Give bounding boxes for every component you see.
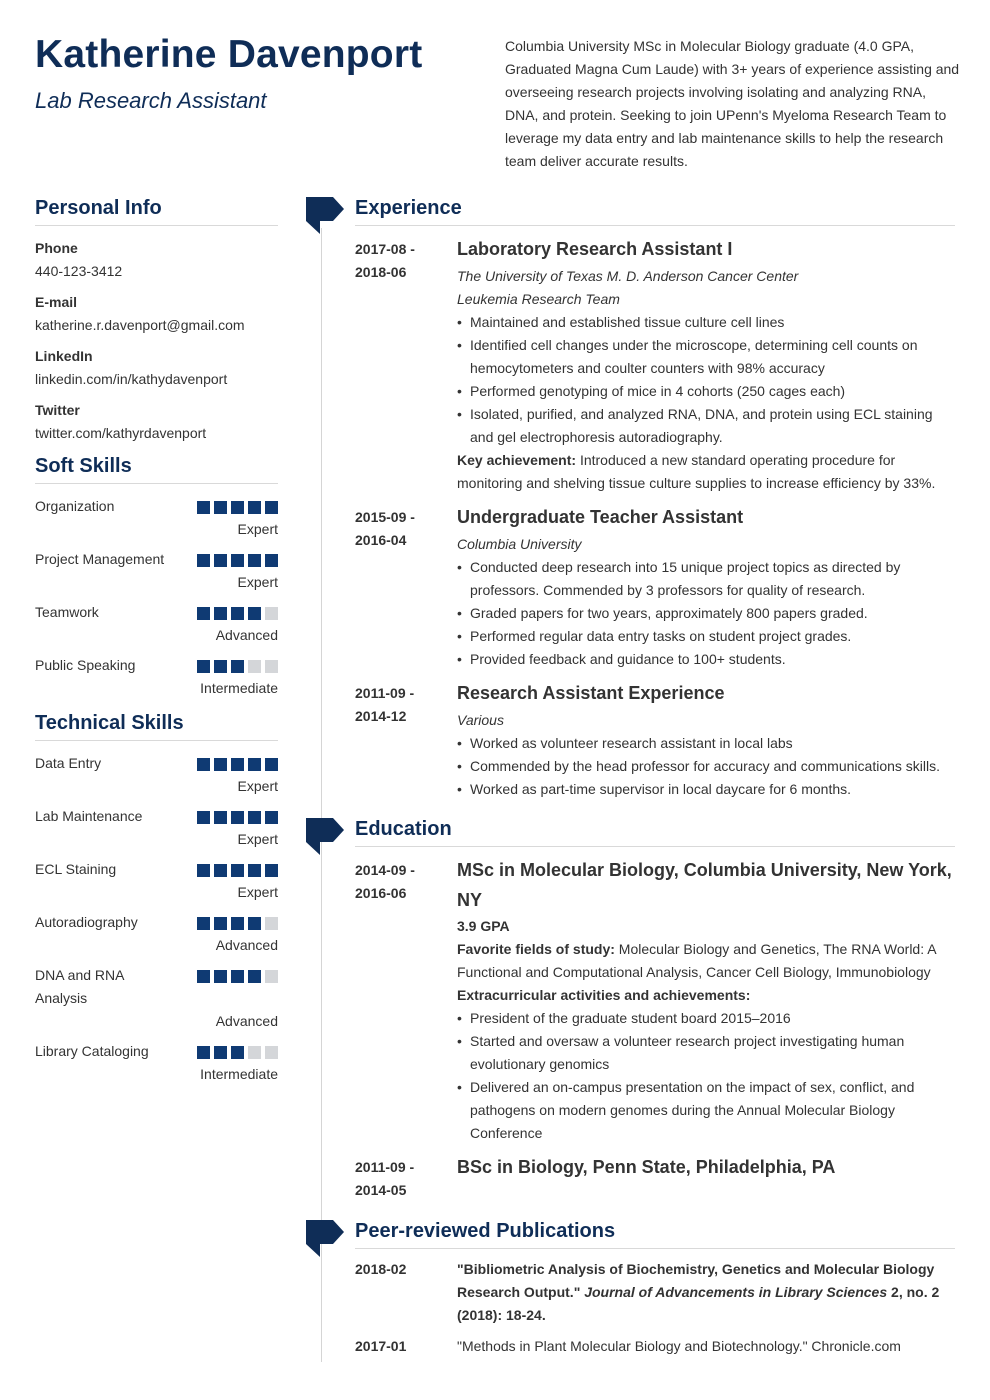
job-team: Leukemia Research Team xyxy=(457,291,620,307)
job-entry xyxy=(355,506,955,671)
publication-entry xyxy=(355,1335,955,1358)
job-bullets xyxy=(457,556,955,671)
rating-square xyxy=(197,1046,210,1059)
rating-square xyxy=(197,864,210,877)
skill-level: Advanced xyxy=(215,937,278,953)
skill-name: Data Entry xyxy=(35,755,102,771)
degree-entry xyxy=(355,1156,955,1202)
skill-row xyxy=(35,654,278,677)
degree-bullets xyxy=(457,1007,955,1145)
fields-text: Molecular Biology and Genetics, The RNA World: A Functional and Computational Analysis, Cancer Cell Biology, Immunobiology xyxy=(457,941,936,980)
publication-details: 2, no. 2 (2018): 18-24. xyxy=(457,1284,940,1323)
job-organization: The University of Texas M. D. Anderson Cancer Center xyxy=(457,268,799,284)
rating-square xyxy=(265,917,278,930)
publication-date: 2018-02 xyxy=(355,1261,407,1277)
twitter-value: twitter.com/kathyrdavenport xyxy=(35,425,207,441)
phone-value: 440-123-3412 xyxy=(35,263,123,279)
rating-square xyxy=(214,970,227,983)
degree-dates xyxy=(355,1156,457,1202)
rating-square xyxy=(214,811,227,824)
phone-block xyxy=(35,237,278,283)
rating-square xyxy=(214,758,227,771)
job-title: Undergraduate Teacher Assistant xyxy=(457,507,744,527)
skill-rating xyxy=(193,864,278,877)
job-start-date: 2017-08 - xyxy=(355,241,415,257)
skill-name: Public Speaking xyxy=(35,657,136,673)
job-bullets xyxy=(457,311,955,449)
rating-square xyxy=(265,607,278,620)
skill-level: Expert xyxy=(237,521,278,537)
key-achievement xyxy=(457,449,955,495)
rating-square xyxy=(214,1046,227,1059)
rating-square xyxy=(248,811,261,824)
skill-level: Expert xyxy=(237,778,278,794)
job-start-date: 2011-09 - xyxy=(355,685,415,701)
list-item: • Conducted deep research into 15 unique project topics as directed by professors. Commended by 3 professors for quality of research. xyxy=(457,556,955,602)
soft-skills-list xyxy=(35,495,278,700)
gpa: 3.9 GPA xyxy=(457,918,510,934)
publication-entry xyxy=(355,1258,955,1327)
skill-rating xyxy=(193,501,278,514)
skill-rating xyxy=(193,970,278,983)
rating-square xyxy=(231,970,244,983)
skill-item xyxy=(35,911,278,957)
rating-square xyxy=(265,1046,278,1059)
skill-rating xyxy=(193,554,278,567)
rating-square xyxy=(248,917,261,930)
rating-square xyxy=(265,970,278,983)
degree-entry xyxy=(355,859,955,1145)
list-item: • Delivered an on-campus presentation on the impact of sex, conflict, and pathogens on modern genomes during the Annual Molecular Biology Conference xyxy=(457,1076,955,1145)
degree-details xyxy=(457,859,955,1145)
rating-square xyxy=(214,660,227,673)
skill-row xyxy=(35,805,278,828)
list-item: • Maintained and established tissue culture cell lines xyxy=(457,311,955,334)
skill-name: Lab Maintenance xyxy=(35,808,143,824)
rating-square xyxy=(248,1046,261,1059)
skill-name: Teamwork xyxy=(35,604,99,620)
publication-date: 2017-01 xyxy=(355,1338,407,1354)
list-item: • Worked as part-time supervisor in local daycare for 6 months. xyxy=(457,778,955,801)
degree-title: BSc in Biology, Penn State, Philadelphia, PA xyxy=(457,1157,836,1177)
publication-citation xyxy=(457,1258,955,1327)
skill-level: Expert xyxy=(237,831,278,847)
personal-info-title: Personal Info xyxy=(35,197,278,226)
job-dates xyxy=(355,682,457,801)
job-details xyxy=(457,238,955,495)
job-title: Research Assistant Experience xyxy=(457,683,725,703)
job-organization: Various xyxy=(457,712,504,728)
degree-start-date: 2014-09 - xyxy=(355,862,415,878)
rating-square xyxy=(214,607,227,620)
job-details xyxy=(457,682,955,801)
job-title: Laboratory Research Assistant I xyxy=(457,239,733,259)
timeline-divider xyxy=(321,228,322,1362)
publications-section xyxy=(355,1220,955,1358)
skill-row xyxy=(35,858,278,881)
job-dates xyxy=(355,238,457,495)
skill-item xyxy=(35,752,278,798)
phone-label: Phone xyxy=(35,240,78,256)
rating-square xyxy=(248,970,261,983)
sidebar xyxy=(35,197,278,1098)
skill-item xyxy=(35,601,278,647)
rating-square xyxy=(214,917,227,930)
linkedin-block xyxy=(35,345,278,391)
email-label: E-mail xyxy=(35,294,78,310)
rating-square xyxy=(231,917,244,930)
skill-row xyxy=(35,911,278,934)
rating-square xyxy=(248,607,261,620)
skill-row xyxy=(35,495,278,518)
list-item: • Isolated, purified, and analyzed RNA, DNA, and protein using ECL staining and gel electrophoresis autoradiography. xyxy=(457,403,955,449)
education-section xyxy=(355,818,955,1202)
skill-level: Advanced xyxy=(215,627,278,643)
publication-journal: Journal of Advancements in Library Sciences xyxy=(580,1284,888,1300)
job-details xyxy=(457,506,955,671)
skill-rating xyxy=(193,811,278,824)
list-item: • Provided feedback and guidance to 100+ students. xyxy=(457,648,955,671)
skill-item xyxy=(35,964,278,1033)
rating-square xyxy=(265,554,278,567)
rating-square xyxy=(197,970,210,983)
publication-citation: "Methods in Plant Molecular Biology and Biotechnology." Chronicle.com xyxy=(457,1338,901,1354)
job-end-date: 2018-06 xyxy=(355,264,407,280)
job-dates xyxy=(355,506,457,671)
rating-square xyxy=(248,501,261,514)
email-block xyxy=(35,291,278,337)
skill-rating xyxy=(193,1046,278,1059)
fields-label: Favorite fields of study: xyxy=(457,941,615,957)
rating-square xyxy=(248,864,261,877)
job-bullets xyxy=(457,732,955,801)
skill-level: Expert xyxy=(237,884,278,900)
key-achievement-text: Introduced a new standard operating procedure for monitoring and shelving tissue culture supplies to increase efficiency by 33%. xyxy=(457,452,936,491)
degree-title: MSc in Molecular Biology, Columbia University, New York, NY xyxy=(457,860,952,910)
job-organization: Columbia University xyxy=(457,536,582,552)
twitter-block xyxy=(35,399,278,445)
experience-title: Experience xyxy=(355,197,955,226)
job-entry xyxy=(355,682,955,801)
technical-skills-list xyxy=(35,752,278,1086)
skill-item xyxy=(35,548,278,594)
rating-square xyxy=(214,501,227,514)
skill-level: Intermediate xyxy=(200,680,278,696)
rating-square xyxy=(197,607,210,620)
list-item: • Identified cell changes under the microscope, determining cell counts on hemocytometers and coulter counters with 98% accuracy xyxy=(457,334,955,380)
rating-square xyxy=(214,864,227,877)
skill-row xyxy=(35,548,278,571)
technical-skills-section xyxy=(35,712,278,1086)
skill-rating xyxy=(193,607,278,620)
rating-square xyxy=(265,501,278,514)
skill-item xyxy=(35,654,278,700)
linkedin-label: LinkedIn xyxy=(35,348,93,364)
job-start-date: 2015-09 - xyxy=(355,509,415,525)
job-role: Lab Research Assistant xyxy=(35,88,267,113)
skill-rating xyxy=(193,758,278,771)
skill-name: ECL Staining xyxy=(35,861,117,877)
skill-level: Intermediate xyxy=(200,1066,278,1082)
skill-name: Project Management xyxy=(35,551,165,567)
rating-square xyxy=(248,758,261,771)
degree-end-date: 2014-05 xyxy=(355,1182,407,1198)
linkedin-value: linkedin.com/in/kathydavenport xyxy=(35,371,228,387)
rating-square xyxy=(197,554,210,567)
list-item: • President of the graduate student board 2015–2016 xyxy=(457,1007,955,1030)
rating-square xyxy=(231,811,244,824)
experience-section xyxy=(355,197,955,801)
list-item: • Worked as volunteer research assistant in local labs xyxy=(457,732,955,755)
skill-level: Advanced xyxy=(215,1013,278,1029)
degree-details xyxy=(457,1156,955,1202)
technical-skills-title: Technical Skills xyxy=(35,712,278,741)
skill-name: Autoradiography xyxy=(35,914,138,930)
rating-square xyxy=(214,554,227,567)
rating-square xyxy=(265,811,278,824)
skill-rating xyxy=(193,660,278,673)
degree-start-date: 2011-09 - xyxy=(355,1159,415,1175)
list-item: • Commended by the head professor for accuracy and communications skills. xyxy=(457,755,955,778)
skill-level: Expert xyxy=(237,574,278,590)
rating-square xyxy=(231,758,244,771)
skill-row xyxy=(35,601,278,624)
skill-item xyxy=(35,495,278,541)
rating-square xyxy=(231,554,244,567)
skill-name: DNA and RNA Analysis xyxy=(35,967,124,1006)
skill-rating xyxy=(193,917,278,930)
skill-row xyxy=(35,1040,278,1063)
rating-square xyxy=(197,660,210,673)
section-flag-icon xyxy=(306,197,344,234)
skill-name: Library Cataloging xyxy=(35,1043,149,1059)
list-item: • Started and oversaw a volunteer research project investigating human evolutionary genomics xyxy=(457,1030,955,1076)
rating-square xyxy=(265,864,278,877)
degree-end-date: 2016-06 xyxy=(355,885,407,901)
rating-square xyxy=(265,660,278,673)
publications-title: Peer-reviewed Publications xyxy=(355,1220,955,1249)
key-achievement-label: Key achievement: xyxy=(457,452,577,468)
section-flag-icon xyxy=(306,1220,344,1257)
fields-of-study xyxy=(457,938,955,984)
skill-name: Organization xyxy=(35,498,115,514)
personal-info-section xyxy=(35,197,278,445)
rating-square xyxy=(197,758,210,771)
rating-square xyxy=(231,501,244,514)
soft-skills-section xyxy=(35,455,278,700)
list-item: • Performed regular data entry tasks on student project grades. xyxy=(457,625,955,648)
skill-item xyxy=(35,858,278,904)
job-end-date: 2016-04 xyxy=(355,532,407,548)
publication-title: "Bibliometric Analysis of Biochemistry, Genetics and Molecular Biology Research Output." xyxy=(457,1261,935,1300)
job-entry xyxy=(355,238,955,495)
rating-square xyxy=(197,917,210,930)
soft-skills-title: Soft Skills xyxy=(35,455,278,484)
skill-item xyxy=(35,805,278,851)
degree-dates xyxy=(355,859,457,1145)
rating-square xyxy=(231,864,244,877)
email-value: katherine.r.davenport@gmail.com xyxy=(35,317,245,333)
twitter-label: Twitter xyxy=(35,402,80,418)
education-title: Education xyxy=(355,818,955,847)
rating-square xyxy=(248,554,261,567)
activities-label: Extracurricular activities and achievements: xyxy=(457,987,751,1003)
rating-square xyxy=(197,811,210,824)
rating-square xyxy=(231,660,244,673)
job-end-date: 2014-12 xyxy=(355,708,407,724)
list-item: • Graded papers for two years, approximately 800 papers graded. xyxy=(457,602,955,625)
rating-square xyxy=(265,758,278,771)
candidate-name: Katherine Davenport xyxy=(35,33,423,76)
profile-summary: Columbia University MSc in Molecular Biology graduate (4.0 GPA, Graduated Magna Cum Laude) with 3+ years of experience assisting and overseeing research projects involving isolating and analyzing RNA, DNA, and protein. Seeking to join UPenn's Myeloma Research Team to leverage my data entry and lab maintenance skills to help the research team deliver accurate results. xyxy=(505,38,960,169)
rating-square xyxy=(231,607,244,620)
skill-item xyxy=(35,1040,278,1086)
skill-row xyxy=(35,752,278,775)
rating-square xyxy=(231,1046,244,1059)
rating-square xyxy=(197,501,210,514)
skill-row xyxy=(35,964,278,1010)
list-item: • Performed genotyping of mice in 4 cohorts (250 cages each) xyxy=(457,380,955,403)
section-flag-icon xyxy=(306,818,344,855)
rating-square xyxy=(248,660,261,673)
